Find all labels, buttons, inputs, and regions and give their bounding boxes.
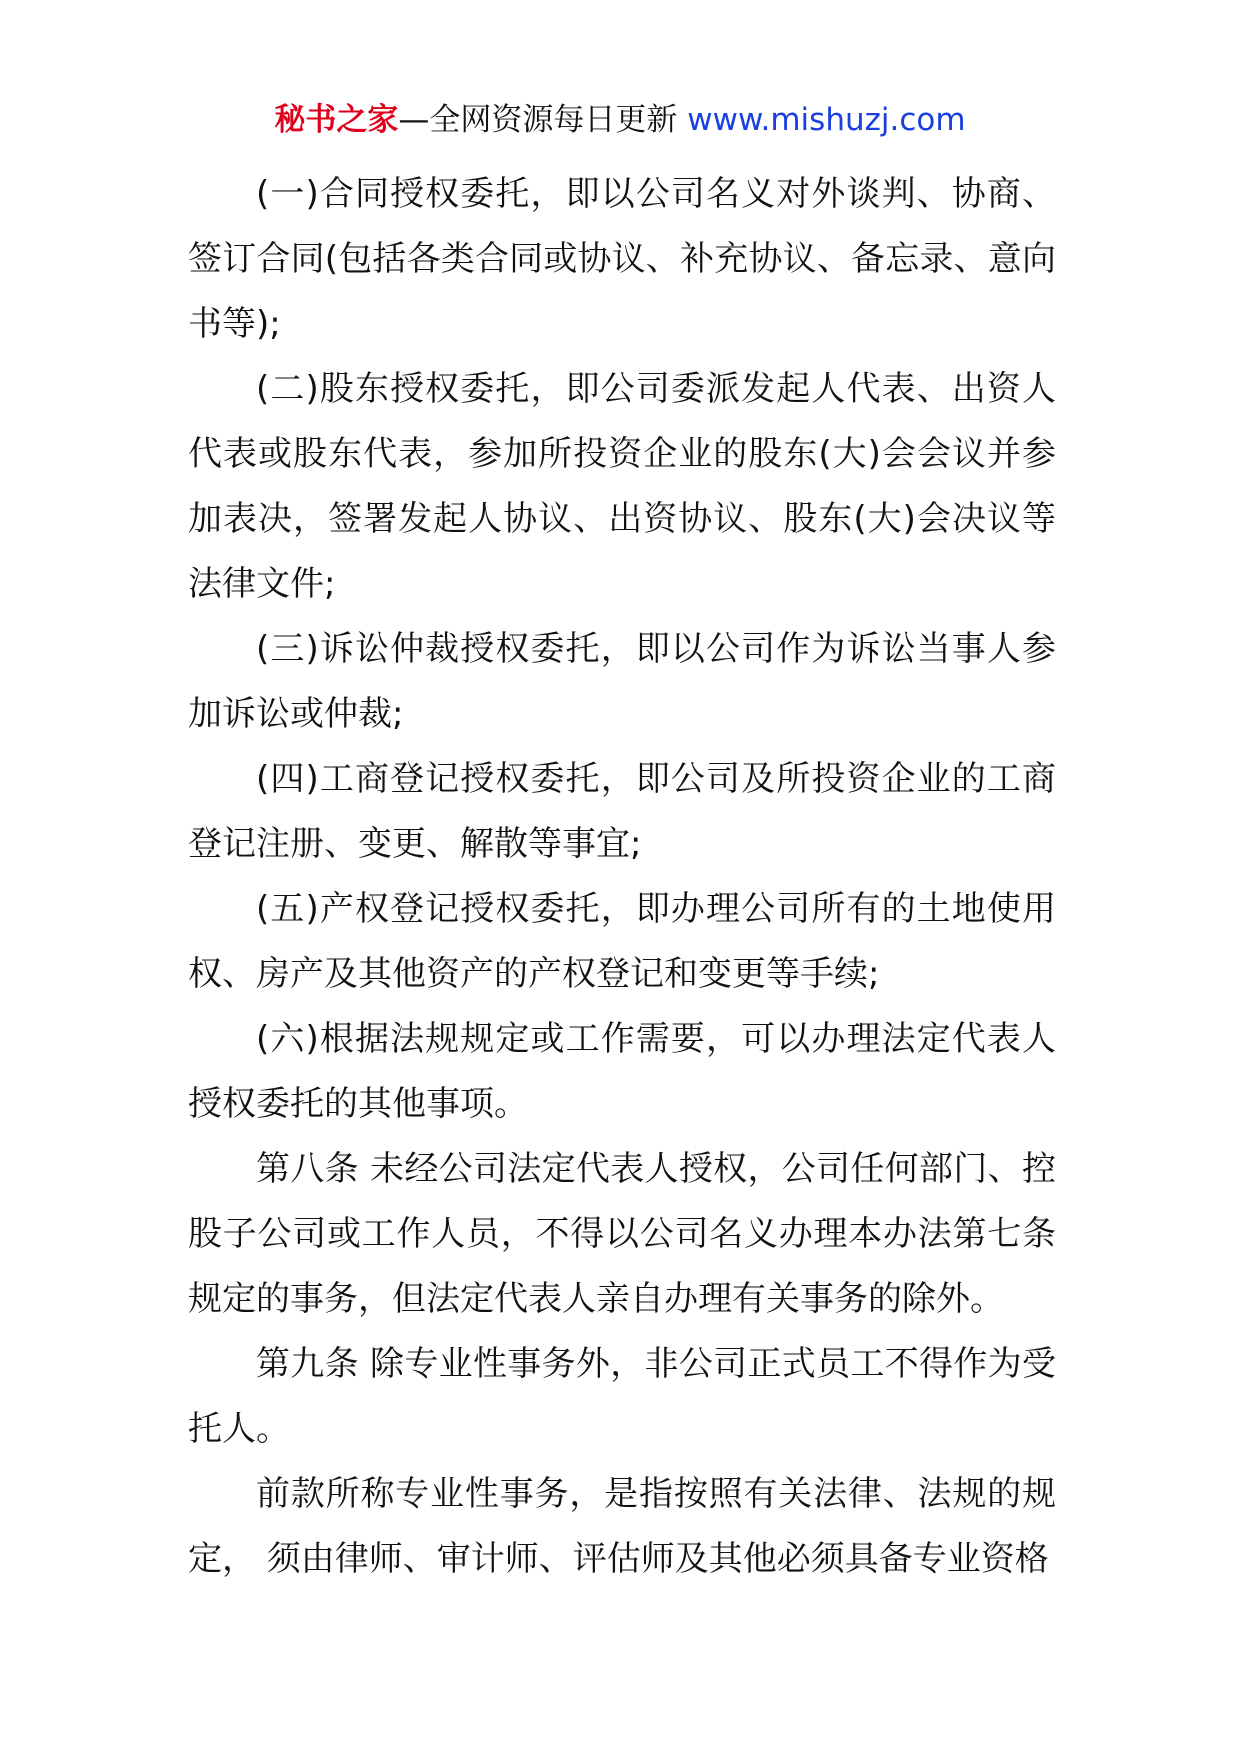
paragraph-contract-authorization: (一)合同授权委托，即以公司名义对外谈判、协商、签订合同(包括各类合同或协议、补充协议、备忘录、意向书等);	[188, 174, 1056, 344]
brand-name: 秘书之家	[274, 102, 399, 138]
paragraph-professional-matters: 前款所称专业性事务，是指按照有关法律、法规的规定， 须由律师、审计师、评估师及其他必须具备专业资格	[188, 1474, 1056, 1579]
paragraph-article-8: 第八条 未经公司法定代表人授权，公司任何部门、控股子公司或工作人员，不得以公司名义办理本办法第七条规定的事务，但法定代表人亲自办理有关事务的除外。	[188, 1149, 1056, 1319]
document-body	[188, 162, 1056, 1592]
site-url-link[interactable]: www.mishuzj.com	[687, 102, 966, 138]
page-header	[0, 98, 1240, 142]
paragraph-litigation-authorization: (三)诉讼仲裁授权委托，即以公司作为诉讼当事人参加诉讼或仲裁;	[188, 629, 1056, 734]
header-tagline: —全网资源每日更新	[398, 102, 688, 138]
paragraph-article-9: 第九条 除专业性事务外，非公司正式员工不得作为受托人。	[188, 1344, 1056, 1449]
paragraph-shareholder-authorization: (二)股东授权委托，即公司委派发起人代表、出资人代表或股东代表，参加所投资企业的股东(大)会会议并参加表决，签署发起人协议、出资协议、股东(大)会决议等法律文件;	[188, 369, 1056, 604]
paragraph-property-registration-authorization: (五)产权登记授权委托，即办理公司所有的土地使用权、房产及其他资产的产权登记和变更等手续;	[188, 889, 1056, 994]
paragraph-other-matters: (六)根据法规规定或工作需要，可以办理法定代表人授权委托的其他事项。	[188, 1019, 1056, 1124]
paragraph-business-registration-authorization: (四)工商登记授权委托，即公司及所投资企业的工商登记注册、变更、解散等事宜;	[188, 759, 1056, 864]
